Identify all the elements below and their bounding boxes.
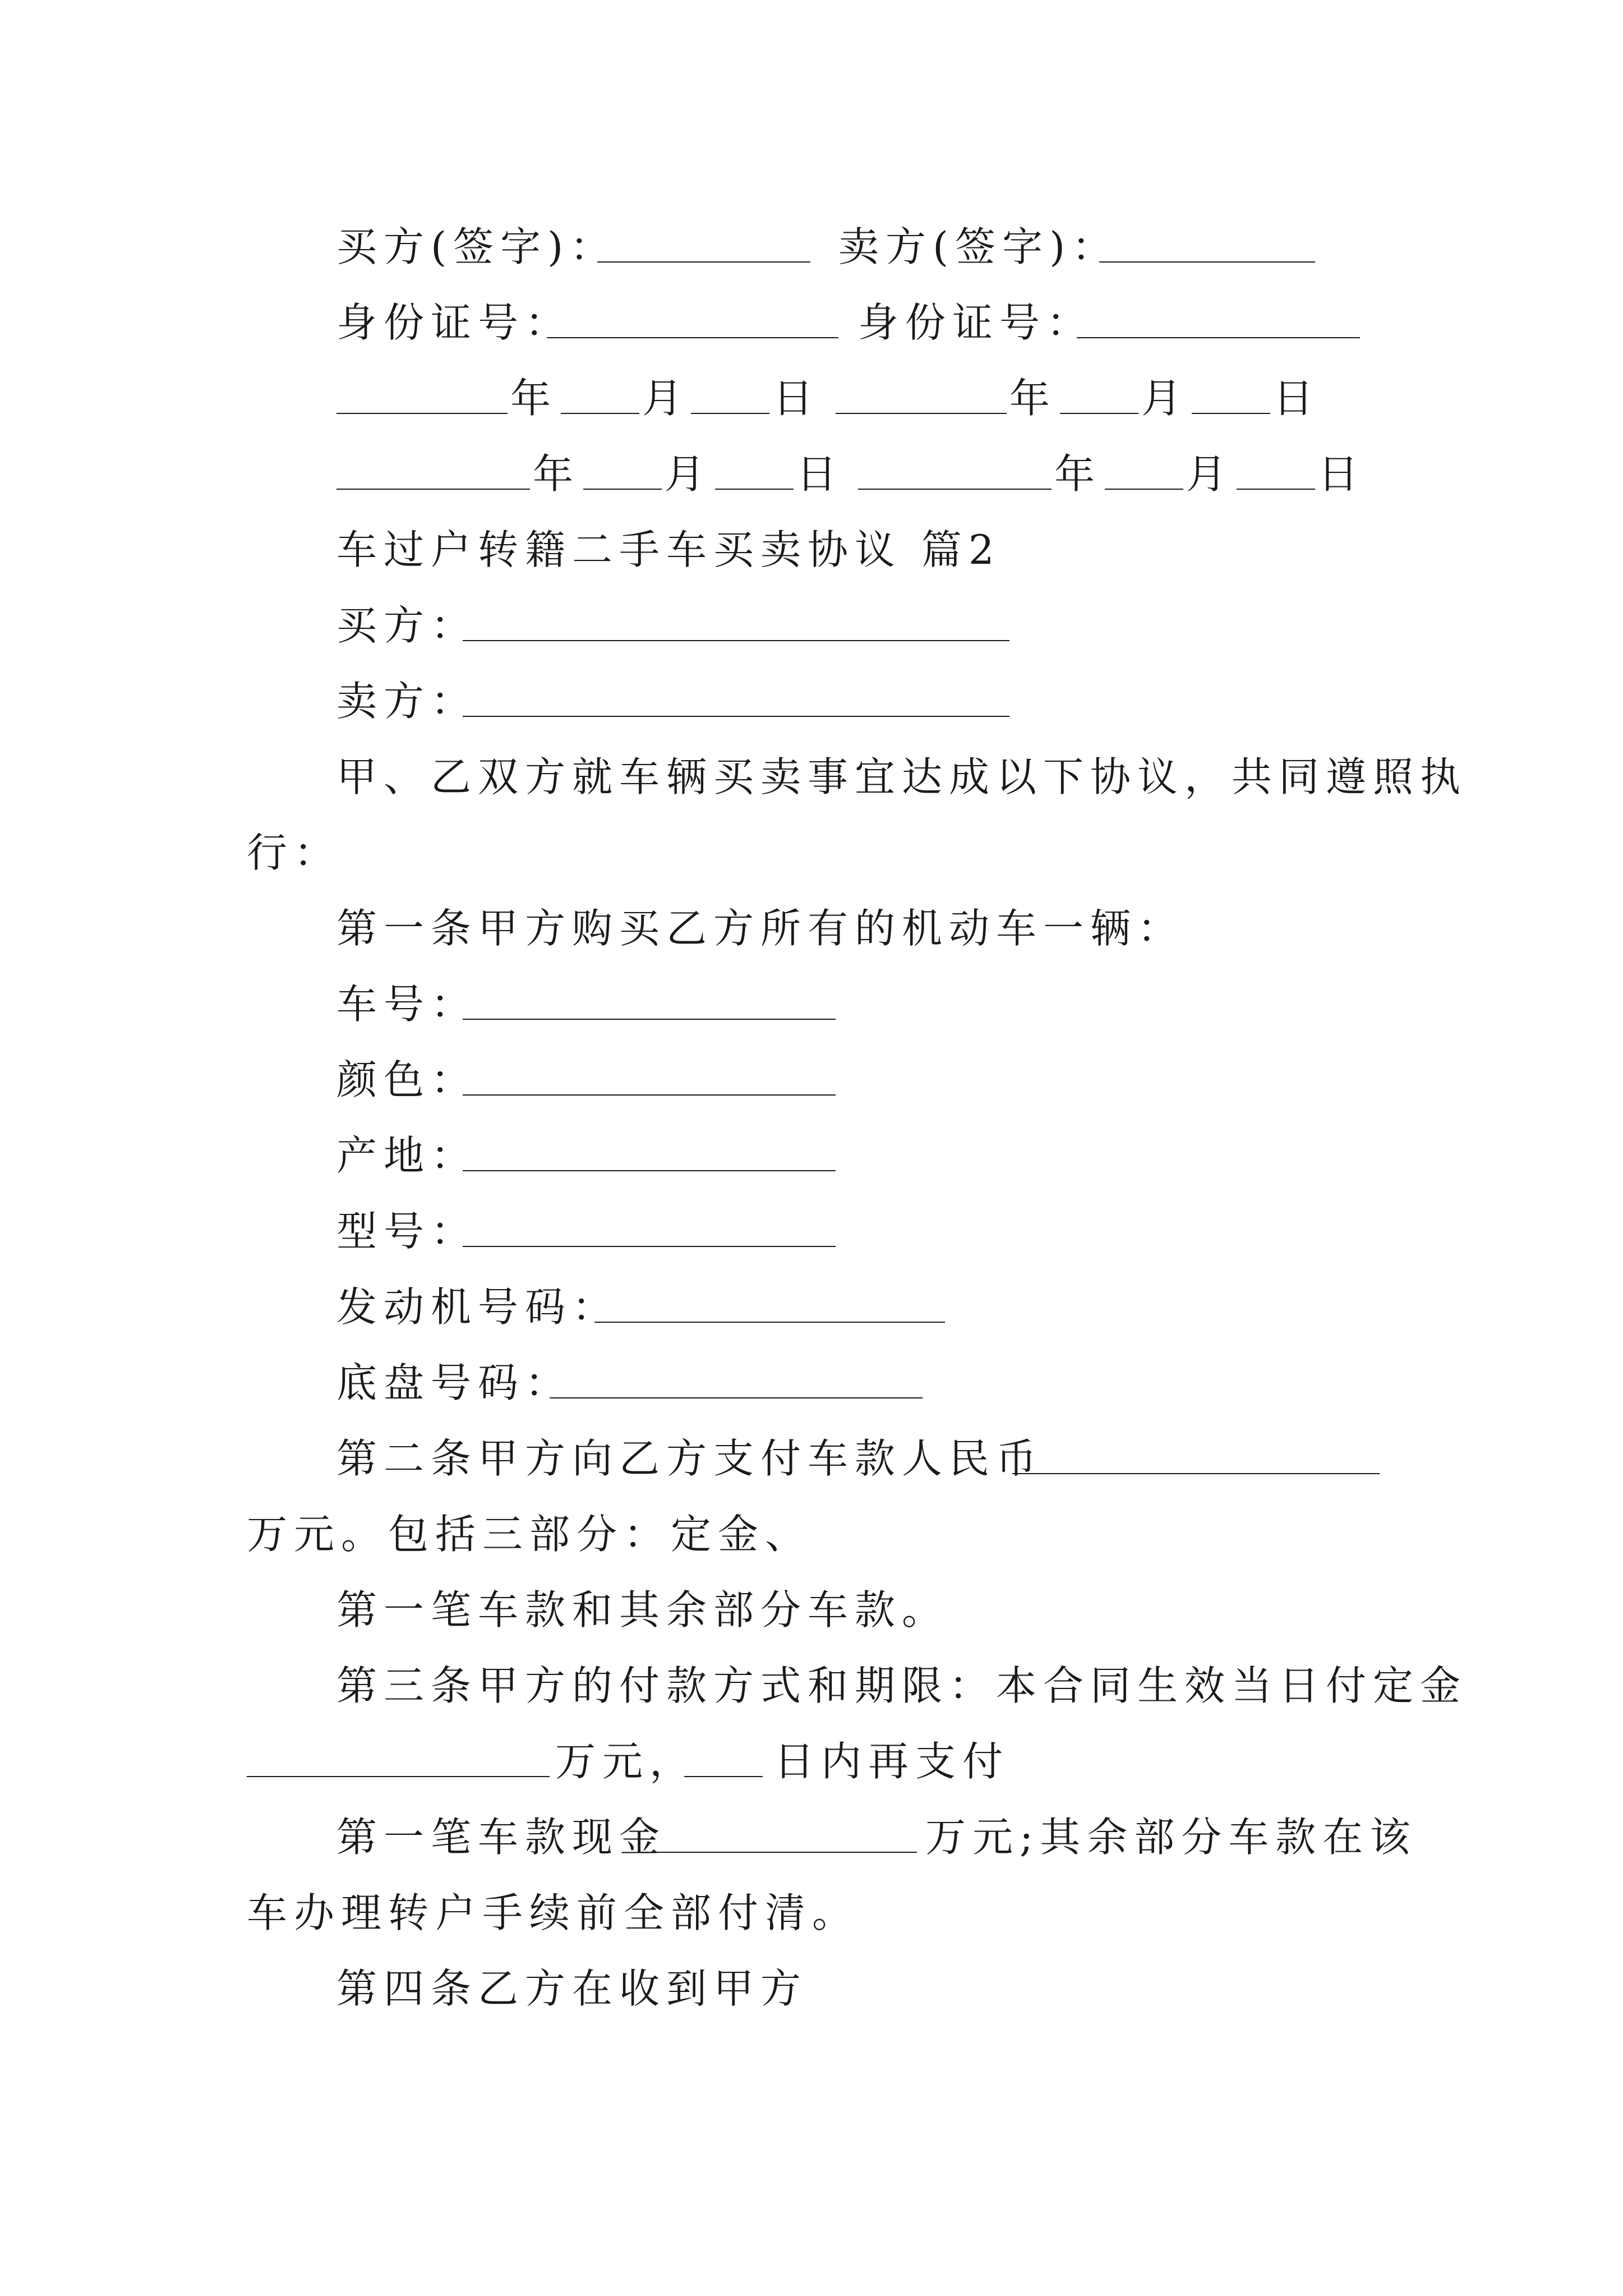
seller-id-label: 身份证号： (858, 299, 1094, 346)
article-3-text-3a: 第一笔车款现金 (336, 1814, 667, 1861)
seller-label: 卖方： (336, 678, 478, 725)
article-3-line-3 (0, 1803, 1623, 1871)
month-label: 月 (642, 375, 690, 422)
article-3-text-4: 车办理转户手续前全部付清。 (247, 1889, 860, 1936)
section-title: 车过户转籍二手车买卖协议 篇2 (336, 526, 1001, 573)
article-3-line-4 (0, 1879, 1623, 1947)
year-blank (836, 413, 1007, 414)
article-2-text-2: 万元。包括三部分：定金、 (247, 1511, 813, 1558)
chassis-blank (550, 1397, 923, 1398)
buyer-blank (463, 640, 1009, 641)
deposit-blank (247, 1776, 550, 1777)
intro-line-2 (0, 819, 1623, 886)
article-3-text-3b: 万元;其余部分车款在该 (925, 1814, 1417, 1861)
seller-sign-label: 卖方(签字)： (838, 223, 1119, 270)
day-blank (1192, 413, 1270, 414)
article-3-line-1 (0, 1652, 1623, 1719)
color-blank (463, 1094, 836, 1096)
buyer-row (0, 592, 1623, 659)
origin-row (0, 1122, 1623, 1189)
model-row (0, 1198, 1623, 1265)
signature-row (0, 213, 1623, 280)
article-2-line-3 (0, 1576, 1623, 1644)
day-label: 日 (1318, 450, 1366, 498)
article-1 (0, 895, 1623, 962)
article-2-line-1 (0, 1425, 1623, 1492)
buyer-id-blank (547, 337, 838, 338)
year-blank (858, 489, 1052, 490)
id-number-row (0, 289, 1623, 356)
day-label: 日 (773, 375, 820, 422)
day-blank (691, 413, 769, 414)
first-payment-blank (639, 1852, 917, 1853)
engine-row (0, 1273, 1623, 1341)
year-label: 年 (1054, 450, 1102, 498)
article-2-text-3: 第一笔车款和其余部分车款。 (336, 1586, 949, 1634)
article-2-text-1: 第二条甲方向乙方支付车款人民币 (336, 1435, 1044, 1482)
chassis-row (0, 1349, 1623, 1416)
color-label: 颜色： (336, 1056, 478, 1103)
buyer-sign-blank (597, 261, 810, 263)
article-3-line-2 (0, 1728, 1623, 1795)
day-label: 日 (796, 450, 844, 498)
seller-blank (463, 716, 1009, 717)
origin-blank (463, 1170, 836, 1171)
year-label: 年 (1009, 375, 1057, 422)
engine-label: 发动机号码： (336, 1283, 620, 1331)
day-label: 日 (1273, 375, 1321, 422)
model-blank (463, 1246, 836, 1247)
chassis-label: 底盘号码： (336, 1359, 573, 1406)
article-3-text-1: 第三条甲方的付款方式和期限：本合同生效当日付定金 (336, 1662, 1468, 1709)
intro-line-1 (0, 743, 1623, 811)
month-label: 月 (1141, 375, 1189, 422)
article-4 (0, 1955, 1623, 2022)
plate-blank (463, 1019, 836, 1020)
seller-id-blank (1077, 337, 1360, 338)
year-label: 年 (510, 375, 558, 422)
month-blank (1060, 413, 1138, 414)
seller-row (0, 668, 1623, 735)
month-blank (1105, 489, 1183, 490)
wan-yuan-comma: 万元， (555, 1738, 697, 1785)
engine-blank (594, 1322, 945, 1323)
seller-sign-blank (1099, 261, 1315, 263)
day-blank (715, 489, 794, 490)
days-pay-text: 日内再支付 (774, 1738, 1010, 1785)
article-4-text: 第四条乙方在收到甲方 (336, 1965, 808, 2012)
origin-label: 产地： (336, 1132, 478, 1179)
month-label: 月 (665, 450, 712, 498)
buyer-label: 买方： (336, 602, 478, 649)
price-blank (1012, 1473, 1380, 1474)
intro-text-2: 行： (247, 829, 342, 876)
intro-text-1: 甲、乙双方就车辆买卖事宜达成以下协议，共同遵照执 (336, 753, 1468, 800)
model-label: 型号： (336, 1208, 478, 1255)
year-blank (336, 413, 508, 414)
month-blank (583, 489, 662, 490)
month-label: 月 (1186, 450, 1234, 498)
color-row (0, 1046, 1623, 1114)
year-blank (336, 489, 530, 490)
year-label: 年 (533, 450, 580, 498)
day-blank (1237, 489, 1315, 490)
plate-row (0, 970, 1623, 1038)
buyer-id-label: 身份证号： (336, 299, 573, 346)
month-blank (561, 413, 639, 414)
date-row-2 (0, 440, 1623, 508)
section-title-row (0, 516, 1623, 583)
days-blank (684, 1776, 763, 1777)
plate-label: 车号： (336, 981, 478, 1028)
article-1-text: 第一条甲方购买乙方所有的机动车一辆： (336, 905, 1185, 952)
article-2-line-2 (0, 1501, 1623, 1568)
date-row-1 (0, 365, 1623, 432)
buyer-sign-label: 买方(签字)： (336, 223, 617, 270)
